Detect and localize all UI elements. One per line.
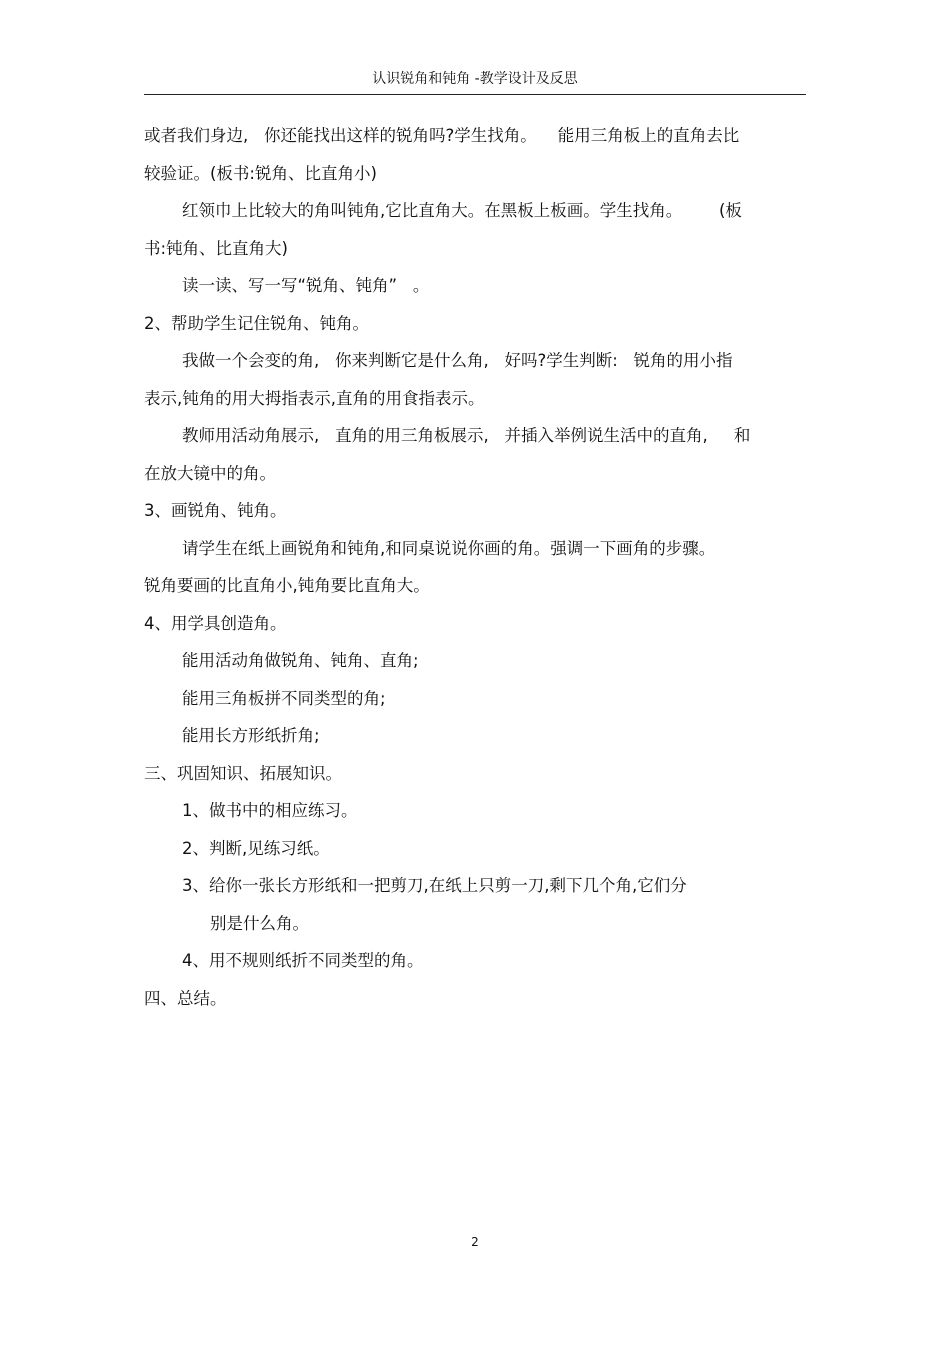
page-number: 2 xyxy=(471,1235,479,1249)
section-heading: 3、画锐角、钝角。 xyxy=(144,501,287,520)
running-header: 认识锐角和钝角 -教学设计及反思 xyxy=(372,71,578,87)
body-line: 较验证。(板书:锐角、比直角小) xyxy=(144,163,377,183)
list-item: 2、判断,见练习纸。 xyxy=(182,838,330,858)
body-line: 在放大镜中的角。 xyxy=(144,463,276,483)
body-line: 表示,钝角的用大拇指表示,直角的用食指表示。 xyxy=(144,388,485,408)
section-heading: 4、用学具创造角。 xyxy=(144,613,287,633)
body-line: 读一读、写一写“锐角、钝角” 。 xyxy=(182,276,430,295)
body-line: 红领巾上比较大的角叫钝角,它比直角大。在黑板上板画。学生找角。 (板 xyxy=(182,201,742,220)
list-item: 3、给你一张长方形纸和一把剪刀,在纸上只剪一刀,剩下几个角,它们分 xyxy=(182,876,687,895)
body-line: 请学生在纸上画锐角和钝角,和同桌说说你画的角。强调一下画角的步骤。 xyxy=(182,538,716,558)
body-line: 能用长方形纸折角; xyxy=(182,726,320,745)
list-item: 1、做书中的相应练习。 xyxy=(182,801,358,820)
body-line: 书:钝角、比直角大) xyxy=(144,238,288,258)
header-rule xyxy=(144,94,806,95)
document-body xyxy=(144,117,808,1017)
body-line: 能用活动角做锐角、钝角、直角; xyxy=(182,651,419,670)
body-line: 或者我们身边, 你还能找出这样的锐角吗?学生找角。 能用三角板上的直角去比 xyxy=(144,126,740,145)
body-line: 我做一个会变的角, 你来判断它是什么角, 好吗?学生判断: 锐角的用小指 xyxy=(182,351,733,370)
body-line: 教师用活动角展示, 直角的用三角板展示, 并插入举例说生活中的直角, 和 xyxy=(182,426,751,445)
section-heading: 2、帮助学生记住锐角、钝角。 xyxy=(144,313,369,333)
section-heading: 四、总结。 xyxy=(144,988,227,1008)
list-item-continuation: 别是什么角。 xyxy=(210,913,309,933)
body-line: 能用三角板拼不同类型的角; xyxy=(182,688,386,708)
body-line: 锐角要画的比直角小,钝角要比直角大。 xyxy=(144,576,430,595)
section-heading: 三、巩固知识、拓展知识。 xyxy=(144,763,342,783)
list-item: 4、用不规则纸折不同类型的角。 xyxy=(182,951,424,970)
